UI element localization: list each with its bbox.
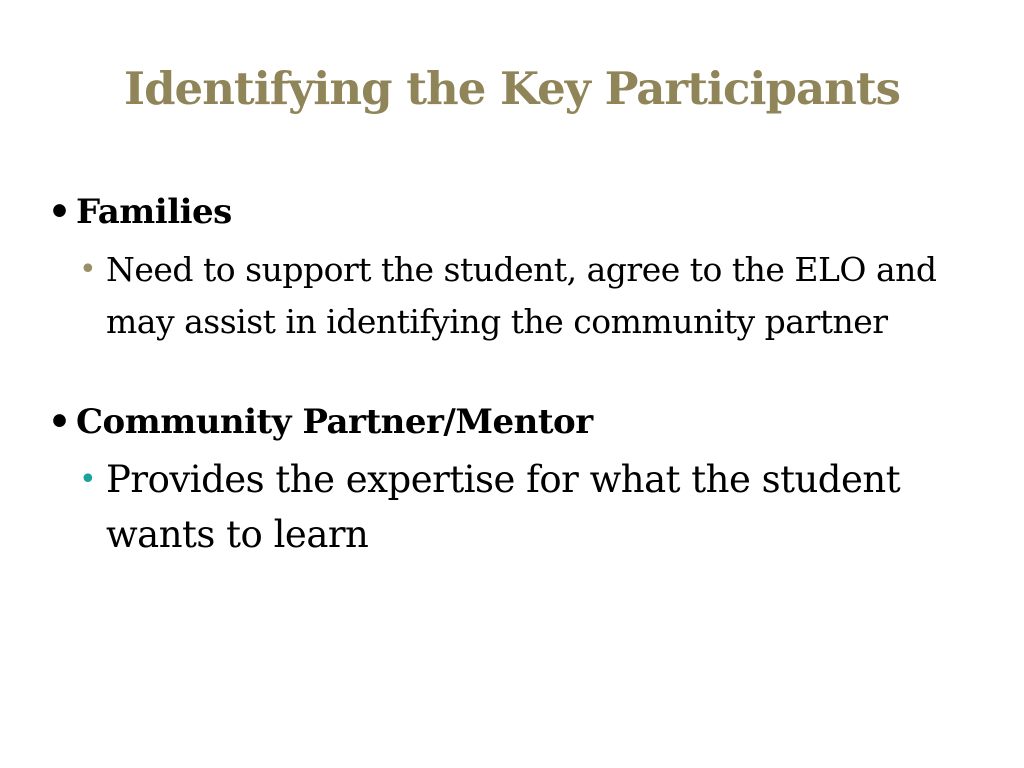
bullet-families bbox=[44, 186, 984, 238]
sub-bullet-icon: • bbox=[79, 252, 97, 287]
bullet-icon: • bbox=[48, 191, 71, 233]
sub-bullet-mentor-detail bbox=[76, 452, 984, 562]
bullet-heading: Community Partner/Mentor bbox=[76, 402, 593, 442]
slide-title: Identifying the Key Participants bbox=[124, 62, 900, 115]
section-spacer bbox=[44, 348, 984, 396]
slide-content bbox=[44, 186, 984, 562]
sub-bullet-families-detail bbox=[76, 244, 984, 348]
bullet-community-partner bbox=[44, 396, 984, 448]
sub-bullet-text: Need to support the student, agree to the ELO and may assist in identifying the community partner bbox=[106, 250, 937, 341]
bullet-heading: Families bbox=[76, 192, 232, 232]
bullet-icon: • bbox=[48, 401, 71, 443]
sub-bullet-text: Provides the expertise for what the student wants to learn bbox=[106, 458, 901, 556]
sub-bullet-icon: • bbox=[79, 462, 97, 497]
